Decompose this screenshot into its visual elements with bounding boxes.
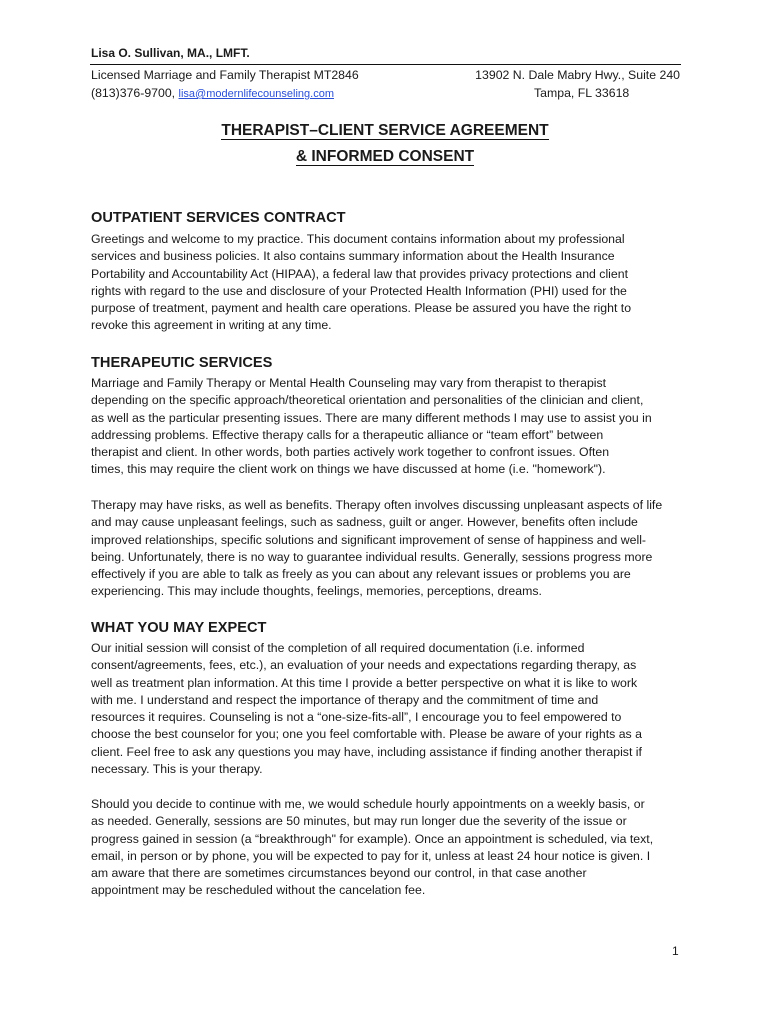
text-line: email, in person or by phone, you will be expected to pay for it, unless at least 24 hour notice is given. I: [91, 848, 651, 863]
text-line: experiencing. This may include thoughts, feelings, memories, perceptions, dreams.: [91, 584, 542, 599]
text-line: with me. I understand and respect the importance of therapy and the commitment of time and: [91, 692, 599, 707]
section-paragraph: [91, 231, 691, 335]
text-line: appointment may be rescheduled without the cancelation fee.: [91, 883, 426, 898]
text-line: client. Feel free to ask any questions you may have, including assistance if finding another therapist if: [91, 744, 642, 759]
text-line: improved relationships, specific solutions and significant improvement of sense of happiness and well-: [91, 532, 647, 547]
section-paragraph: [91, 375, 691, 479]
text-line: as needed. Generally, sessions are 50 minutes, but may run longer due the severity of the issue or: [91, 814, 627, 829]
address-line-2: Tampa, FL 33618: [534, 86, 630, 100]
text-line: consent/agreements, fees, etc.), an evaluation of your needs and expectations regarding therapy, as: [91, 658, 637, 673]
section-heading: OUTPATIENT SERVICES CONTRACT: [91, 210, 346, 226]
text-line: well as treatment plan information. At this time I provide a better perspective on what it is like to work: [91, 675, 638, 690]
text-line: and may cause unpleasant feelings, such as sadness, guilt or anger. However, benefits often include: [91, 515, 638, 530]
text-line: being. Unfortunately, there is no way to guarantee individual results. Generally, sessions progress more: [91, 549, 653, 564]
header-divider: [90, 64, 681, 65]
text-line: as well as the particular presenting issues. There are many different methods I may use to assist you in: [91, 410, 652, 425]
text-line: rights with regard to the use and disclosure of your Protected Health Information (PHI) used for the: [91, 283, 627, 298]
section-heading: WHAT YOU MAY EXPECT: [91, 620, 267, 636]
text-line: Marriage and Family Therapy or Mental Health Counseling may vary from therapist to therapist: [91, 376, 607, 390]
text-line: depending on the specific approach/theoretical orientation and personalities of the clinician and client,: [91, 393, 644, 408]
text-line: Greetings and welcome to my practice. This document contains information about my professional: [91, 232, 625, 246]
therapist-name: Lisa O. Sullivan, MA., LMFT.: [91, 46, 250, 60]
text-line: resources it requires. Counseling is not a “one-size-fits-all”, I encourage you to feel empowered to: [91, 710, 622, 725]
text-line: times, this may require the client work on things we have discussed at home (i.e. "homework").: [91, 462, 606, 477]
section-paragraph: [91, 497, 691, 601]
document-title-line-2: & INFORMED CONSENT: [295, 148, 475, 165]
text-line: purpose of treatment, payment and health care operations. Please be assured you have the right to: [91, 301, 632, 316]
text-line: choose the best counselor for you; one you feel comfortable with. Please be aware of your rights as a: [91, 727, 642, 742]
text-line: progress gained in session (a “breakthrough" for example). Once an appointment is scheduled, via text,: [91, 831, 654, 846]
contact-line: [91, 86, 334, 100]
section-paragraph: [91, 640, 691, 778]
section-paragraph: [91, 796, 691, 900]
license-line: Licensed Marriage and Family Therapist MT2846: [91, 68, 359, 82]
text-line: addressing problems. Effective therapy calls for a therapeutic alliance or “team effort” between: [91, 427, 604, 442]
text-line: Our initial session will consist of the completion of all required documentation (i.e. informed: [91, 641, 585, 655]
text-line: revoke this agreement in writing at any time.: [91, 318, 332, 333]
text-line: effectively if you are able to talk as freely as you can about any relevant issues or problems you are: [91, 567, 631, 582]
text-line: Portability and Accountability Act (HIPAA), a federal law that provides privacy protections and client: [91, 266, 629, 281]
text-line: Should you decide to continue with me, we would schedule hourly appointments on a weekly basis, or: [91, 797, 645, 811]
text-line: services and business policies. It also contains summary information about the Health Insurance: [91, 249, 615, 264]
text-line: am aware that there are sometimes circumstances beyond our control, in that case another: [91, 866, 587, 881]
phone-number: (813)376-9700,: [91, 86, 179, 100]
text-line: Therapy may have risks, as well as benefits. Therapy often involves discussing unpleasant aspects of life: [91, 498, 663, 512]
document-title-line-1: THERAPIST–CLIENT SERVICE AGREEMENT: [221, 122, 549, 139]
page-number: 1: [672, 944, 679, 958]
section-heading: THERAPEUTIC SERVICES: [91, 355, 273, 371]
email-link[interactable]: lisa@modernlifecounseling.com: [178, 88, 334, 100]
text-line: necessary. This is your therapy.: [91, 762, 263, 777]
address-line-1: 13902 N. Dale Mabry Hwy., Suite 240: [475, 68, 680, 82]
text-line: therapist and client. In other words, both parties actively work together to confront issues. Often: [91, 445, 610, 460]
